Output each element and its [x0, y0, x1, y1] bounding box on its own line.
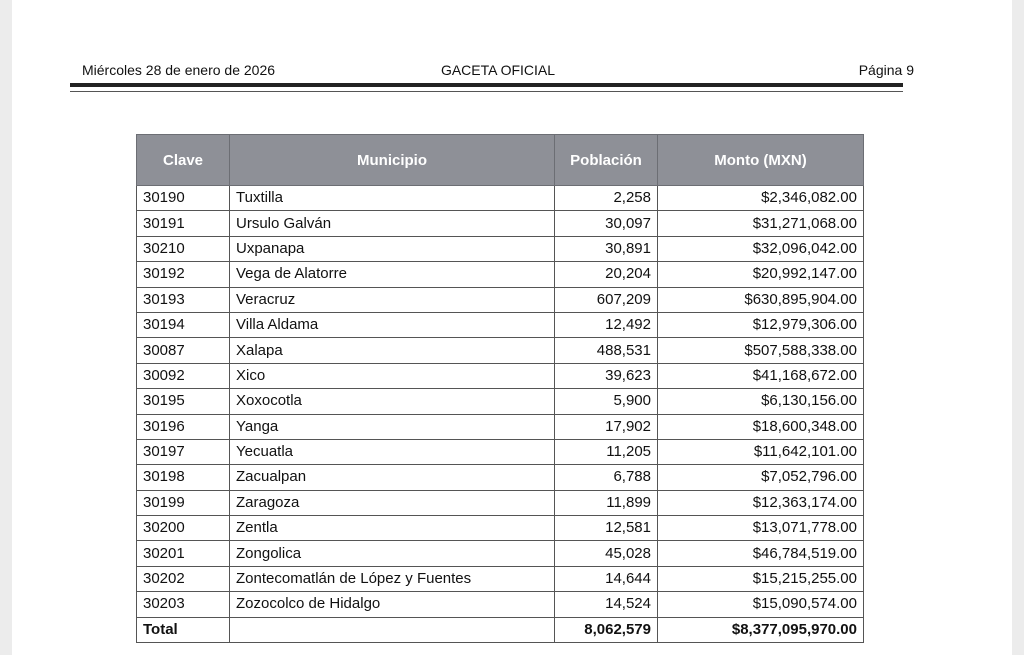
header-publication: GACETA OFICIAL: [440, 62, 556, 78]
table-row: [137, 287, 864, 312]
monto-cell: $31,271,068.00: [658, 211, 864, 236]
table-row: [137, 541, 864, 566]
municipio-cell: Zontecomatlán de López y Fuentes: [230, 566, 555, 591]
header-date: Miércoles 28 de enero de 2026: [82, 62, 276, 78]
table-body: [137, 186, 864, 618]
clave-cell: 30195: [137, 389, 230, 414]
clave-cell: 30198: [137, 465, 230, 490]
table-header-row: [137, 135, 864, 186]
municipio-cell: Xalapa: [230, 338, 555, 363]
monto-cell: $12,363,174.00: [658, 490, 864, 515]
monto-cell: $20,992,147.00: [658, 262, 864, 287]
municipio-cell: Zaragoza: [230, 490, 555, 515]
poblacion-cell: 488,531: [555, 338, 658, 363]
clave-cell: 30193: [137, 287, 230, 312]
poblacion-cell: 2,258: [555, 186, 658, 211]
clave-cell: 30200: [137, 516, 230, 541]
total-monto: $8,377,095,970.00: [658, 617, 864, 642]
monto-cell: $15,090,574.00: [658, 592, 864, 617]
header-rule-thick: [70, 83, 903, 87]
poblacion-cell: 11,205: [555, 439, 658, 464]
poblacion-cell: 12,492: [555, 312, 658, 337]
clave-cell: 30210: [137, 236, 230, 261]
header-rule-thin: [70, 91, 903, 92]
clave-cell: 30190: [137, 186, 230, 211]
clave-cell: 30197: [137, 439, 230, 464]
table-row: [137, 439, 864, 464]
monto-cell: $6,130,156.00: [658, 389, 864, 414]
municipio-cell: Uxpanapa: [230, 236, 555, 261]
monto-cell: $2,346,082.00: [658, 186, 864, 211]
municipio-cell: Zacualpan: [230, 465, 555, 490]
poblacion-cell: 30,097: [555, 211, 658, 236]
table-row: [137, 338, 864, 363]
municipio-cell: Tuxtilla: [230, 186, 555, 211]
monto-cell: $507,588,338.00: [658, 338, 864, 363]
table-row: [137, 592, 864, 617]
clave-cell: 30087: [137, 338, 230, 363]
clave-cell: 30202: [137, 566, 230, 591]
clave-cell: 30196: [137, 414, 230, 439]
clave-cell: 30201: [137, 541, 230, 566]
total-label: Total: [137, 617, 230, 642]
monto-cell: $46,784,519.00: [658, 541, 864, 566]
monto-cell: $630,895,904.00: [658, 287, 864, 312]
municipio-cell: Yecuatla: [230, 439, 555, 464]
poblacion-cell: 6,788: [555, 465, 658, 490]
clave-cell: 30203: [137, 592, 230, 617]
table-row: [137, 186, 864, 211]
municipio-cell: Zentla: [230, 516, 555, 541]
municipal-table: [136, 134, 864, 643]
table-row: [137, 236, 864, 261]
table-row: [137, 389, 864, 414]
table-row: [137, 516, 864, 541]
poblacion-cell: 607,209: [555, 287, 658, 312]
column-header-municipio: Municipio: [230, 135, 555, 186]
header-page-number: Página 9: [858, 62, 914, 78]
monto-cell: $41,168,672.00: [658, 363, 864, 388]
municipio-cell: Villa Aldama: [230, 312, 555, 337]
total-empty-cell: [230, 617, 555, 642]
table-row: [137, 262, 864, 287]
column-header-monto: Monto (MXN): [658, 135, 864, 186]
table-row: [137, 490, 864, 515]
table-total-row: [137, 617, 864, 642]
monto-cell: $11,642,101.00: [658, 439, 864, 464]
monto-cell: $15,215,255.00: [658, 566, 864, 591]
table-row: [137, 363, 864, 388]
municipio-cell: Xoxocotla: [230, 389, 555, 414]
municipio-cell: Xico: [230, 363, 555, 388]
clave-cell: 30199: [137, 490, 230, 515]
poblacion-cell: 45,028: [555, 541, 658, 566]
clave-cell: 30191: [137, 211, 230, 236]
municipio-cell: Ursulo Galván: [230, 211, 555, 236]
poblacion-cell: 12,581: [555, 516, 658, 541]
table-row: [137, 211, 864, 236]
poblacion-cell: 20,204: [555, 262, 658, 287]
monto-cell: $13,071,778.00: [658, 516, 864, 541]
column-header-clave: Clave: [137, 135, 230, 186]
monto-cell: $7,052,796.00: [658, 465, 864, 490]
clave-cell: 30192: [137, 262, 230, 287]
poblacion-cell: 30,891: [555, 236, 658, 261]
table-row: [137, 465, 864, 490]
poblacion-cell: 17,902: [555, 414, 658, 439]
clave-cell: 30194: [137, 312, 230, 337]
total-poblacion: 8,062,579: [555, 617, 658, 642]
table-row: [137, 414, 864, 439]
column-header-poblacion: Población: [555, 135, 658, 186]
monto-cell: $32,096,042.00: [658, 236, 864, 261]
poblacion-cell: 39,623: [555, 363, 658, 388]
poblacion-cell: 5,900: [555, 389, 658, 414]
municipio-cell: Zozocolco de Hidalgo: [230, 592, 555, 617]
page-header: [82, 62, 914, 82]
municipio-cell: Yanga: [230, 414, 555, 439]
monto-cell: $12,979,306.00: [658, 312, 864, 337]
table-row: [137, 312, 864, 337]
municipio-cell: Veracruz: [230, 287, 555, 312]
municipio-cell: Zongolica: [230, 541, 555, 566]
poblacion-cell: 14,644: [555, 566, 658, 591]
municipio-cell: Vega de Alatorre: [230, 262, 555, 287]
table-row: [137, 566, 864, 591]
monto-cell: $18,600,348.00: [658, 414, 864, 439]
poblacion-cell: 11,899: [555, 490, 658, 515]
clave-cell: 30092: [137, 363, 230, 388]
poblacion-cell: 14,524: [555, 592, 658, 617]
